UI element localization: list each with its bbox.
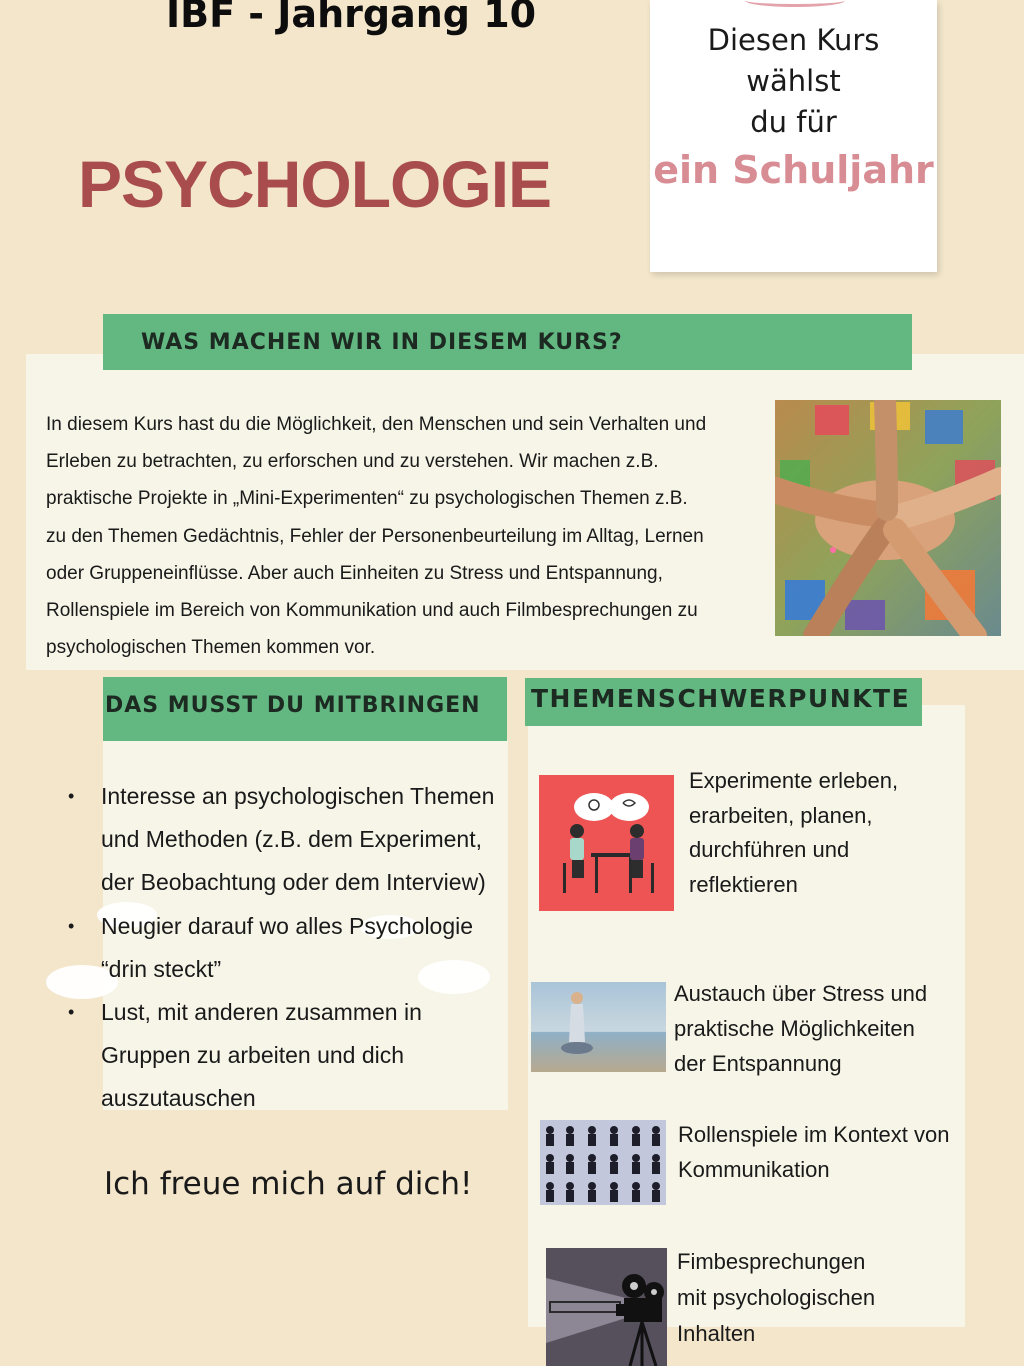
note-line-1: Diesen Kurs: [707, 23, 880, 57]
intro-line: Rollenspiele im Bereich von Kommunikation und auch Filmbesprechungen zu: [46, 600, 698, 622]
list-item-line: “drin steckt”: [101, 955, 222, 982]
theme-film-text: [677, 1244, 937, 1352]
list-item: [60, 775, 520, 905]
theme-line: Rollenspiele im Kontext von: [678, 1122, 950, 1147]
themes-heading: THEMENSCHWERPUNKTE: [525, 678, 922, 726]
note-line-3: du für: [750, 105, 837, 139]
requirements-list: [60, 775, 520, 1121]
duration-note-card: [650, 0, 937, 272]
list-item-line: und Methoden (z.B. dem Experiment,: [101, 826, 482, 853]
intro-line: praktische Projekte in „Mini-Experimenten“ zu psychologischen Themen z.B.: [46, 488, 688, 510]
subject-title: PSYCHOLOGIE: [78, 147, 552, 221]
intro-heading: WAS MACHEN WIR IN DIESEM KURS?: [103, 314, 912, 370]
bullet-icon: •: [68, 915, 75, 936]
theme-line: Experimente erleben,: [689, 768, 899, 793]
list-item-line: der Beobachtung oder dem Interview): [101, 869, 486, 896]
closing-message: Ich freue mich auf dich!: [104, 1166, 473, 1202]
theme-line: Fimbesprechungen: [677, 1249, 866, 1274]
theme-line: durchführen und: [689, 837, 850, 862]
intro-line: psychologischen Themen kommen vor.: [46, 637, 376, 659]
bullet-icon: •: [68, 786, 75, 806]
experiment-illustration: [539, 775, 674, 911]
theme-line: Austauch über Stress und: [674, 981, 928, 1006]
list-item: [60, 905, 520, 991]
theme-line: der Entspannung: [674, 1051, 842, 1076]
list-item-line: Gruppen zu arbeiten und dich: [101, 1042, 405, 1069]
page-header-title: IBF - Jahrgang 10: [166, 0, 537, 36]
theme-line: Kommunikation: [678, 1157, 830, 1182]
note-line-2: wählst: [746, 64, 841, 98]
intro-line: Erleben zu betrachten, zu erforschen und zu verstehen. Wir machen z.B.: [46, 451, 659, 473]
intro-paragraph: [46, 406, 771, 666]
theme-experiments-text: [689, 764, 949, 902]
roleplay-silhouettes: [540, 1120, 666, 1205]
theme-stress-text: [674, 976, 964, 1081]
note-highlight: ein Schuljahr: [653, 148, 934, 192]
meditation-photo: [531, 982, 666, 1072]
theme-line: praktische Möglichkeiten: [674, 1016, 915, 1041]
theme-line: reflektieren: [689, 871, 798, 897]
theme-line: mit psychologischen: [677, 1285, 876, 1310]
list-item-line: auszutauschen: [101, 1085, 256, 1112]
bullet-icon: •: [68, 1002, 75, 1023]
intro-line: In diesem Kurs hast du die Möglichkeit, den Menschen und sein Verhalten und: [46, 414, 707, 435]
theme-line: erarbeiten, planen,: [689, 802, 873, 828]
list-item-line: Interesse an psychologischen Themen: [101, 783, 495, 809]
intro-line: zu den Themen Gedächtnis, Fehler der Personenbeurteilung im Alltag, Lernen: [46, 525, 704, 547]
theme-roleplay-text: [678, 1117, 978, 1187]
teamwork-hands-photo: [775, 400, 1001, 636]
list-item-line: Neugier darauf wo alles Psychologie: [101, 912, 474, 939]
list-item-line: Lust, mit anderen zusammen in: [101, 999, 422, 1026]
theme-line: Inhalten: [677, 1321, 756, 1346]
requirements-heading: DAS MUSST DU MITBRINGEN: [103, 677, 507, 741]
film-projector-icon: [546, 1248, 667, 1366]
intro-line: oder Gruppeneinflüsse. Aber auch Einheiten zu Stress und Entspannung,: [46, 562, 663, 584]
list-item: [60, 991, 520, 1121]
